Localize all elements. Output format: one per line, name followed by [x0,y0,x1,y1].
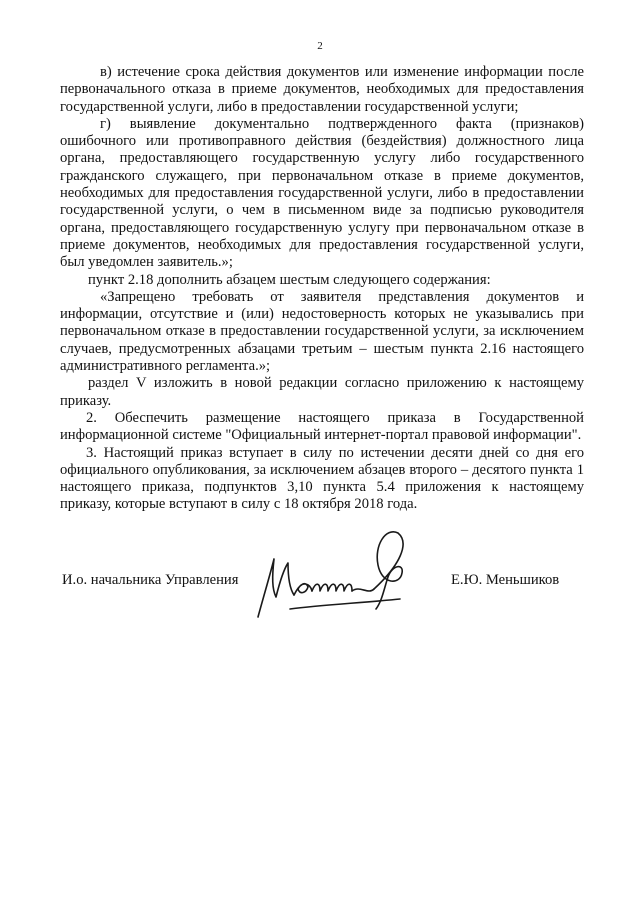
paragraph-section-v: раздел V изложить в новой редакции согласно приложению к настоящему приказу. [60,375,584,409]
paragraph-item-g: г) выявление документально подтвержденного факта (признаков) ошибочного или противоправного действия (бездействия) должностного лица органа, предоставляющего государственную услугу либо государственного гражданского служащего, при первоначальном отказе в приеме документов, необходимых для предоставления государственной услуги, либо в предоставлении государственной услуги, о чем в письменном виде за подписью руководителя органа, предоставляющего государственную услугу при первоначальном отказе в приеме документов, необходимых для предоставления государственной услуги, был уведомлен заявитель.»; [60,115,584,271]
paragraph-quote: «Запрещено требовать от заявителя представления документов и информации, отсутствие и (или) недостоверность которых не указывались при первоначальном отказе в предоставлении государственной услуги, за исключением случаев, предусмотренных абзацами третьим – шестым пункта 2.16 настоящего административного регламента.»; [60,288,584,375]
page-number: 2 [317,40,323,52]
signatory-title: И.о. начальника Управления [62,572,239,588]
paragraph-point-2: 2. Обеспечить размещение настоящего приказа в Государственной информационной системе "Официальный интернет-портал правовой информации". [60,409,584,444]
signatory-name: Е.Ю. Меньшиков [451,572,560,588]
handwritten-signature [250,525,420,625]
paragraph-item-v: в) истечение срока действия документов или изменение информации после первоначального отказа в приеме документов, необходимых для предоставления государственной услуги, либо в предоставлении государственной услуги; [60,64,584,115]
paragraph-clause-2-18: пункт 2.18 дополнить абзацем шестым следующего содержания: [88,271,491,288]
document-body [60,64,584,514]
paragraph-point-3: 3. Настоящий приказ вступает в силу по истечении десяти дней со дня его официального опубликования, за исключением абзацев второго – десятого пункта 1 настоящего приказа, подпунктов 3,10 пункта 5.4 приложения к настоящему приказу, которые вступают в силу с 18 октября 2018 года. [60,444,584,513]
